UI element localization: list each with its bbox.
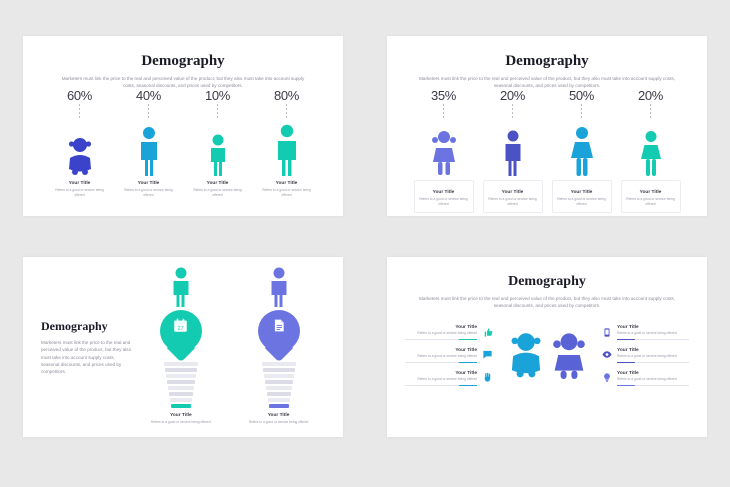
slide1-columns (23, 88, 343, 198)
card-title: Your Title (267, 413, 290, 418)
stat-column[interactable] (121, 88, 177, 198)
percent-value: 10% (204, 88, 231, 103)
page-title: Demography (41, 319, 108, 333)
percent-value: 40% (135, 88, 162, 103)
list-item[interactable] (601, 371, 689, 386)
card-subtitle: Refers to a good or service being offered (557, 197, 606, 206)
page-subtitle: Marketers must link the price to the real and perceived value of the product, but they also must take into account supply costs, seasonal discounts, and prices used by competitors. (61, 76, 305, 88)
figure-baby (63, 120, 97, 176)
percent-value: 50% (568, 88, 595, 103)
man-icon (137, 126, 161, 176)
info-card[interactable] (414, 180, 474, 213)
eye-icon (601, 348, 613, 362)
page-title: Demography (508, 274, 586, 289)
stat-column[interactable] (484, 88, 542, 213)
page-title: Demography (141, 53, 225, 69)
girl-icon (430, 128, 458, 176)
connector-line (217, 104, 218, 118)
man-icon (268, 267, 290, 307)
card-subtitle: Refers to a good or service being offered (617, 353, 677, 358)
connector-line (443, 104, 444, 118)
pin-columns (151, 267, 308, 425)
card-subtitle: Refers to a good or service being offered (248, 420, 309, 424)
figure-girl (430, 120, 458, 176)
svg-text:27: 27 (177, 325, 184, 332)
stat-column[interactable] (259, 88, 315, 198)
card-subtitle: Refers to a good or service being offered (193, 188, 242, 197)
slide2-columns (387, 88, 707, 213)
card-title: Your Title (455, 347, 477, 353)
figure-woman (569, 120, 595, 176)
page-body-text: Marketers must link the price to the real and perceived value of the product, but they also must take into account supply costs, seasonal discounts, and prices used by competitors. (41, 340, 132, 375)
left-items (405, 325, 493, 386)
stat-column[interactable] (52, 88, 108, 198)
percent-value: 60% (66, 88, 93, 103)
chat-icon (481, 348, 493, 362)
card-title: Your Title (137, 181, 160, 186)
info-card[interactable] (621, 180, 681, 213)
bulb-icon (601, 371, 613, 385)
list-item[interactable] (405, 371, 493, 386)
info-card[interactable] (552, 180, 612, 213)
card-title: Your Title (501, 190, 524, 195)
percent-value: 20% (637, 88, 664, 103)
card-subtitle: Refers to a good or service being offered (488, 197, 537, 206)
card-title: Your Title (570, 190, 593, 195)
card-subtitle: Refers to a good or service being offered (419, 197, 468, 206)
child-icon (207, 134, 229, 176)
connector-line (512, 104, 513, 118)
figure-man (137, 120, 161, 176)
center-figures (499, 325, 595, 386)
page-title: Demography (505, 53, 589, 69)
percent-value: 80% (273, 88, 300, 103)
woman-icon (639, 130, 663, 176)
card-title: Your Title (617, 370, 639, 376)
woman-icon (569, 126, 595, 176)
card-subtitle: Refers to a good or service being offered (417, 376, 477, 381)
card-subtitle: Refers to a good or service being offered (617, 331, 677, 335)
card-subtitle: Refers to a good or service being offered (151, 420, 211, 424)
card-title: Your Title (206, 181, 229, 186)
slide-3[interactable] (23, 257, 343, 437)
baby-icon (63, 136, 97, 176)
connector-line (650, 104, 651, 118)
page-subtitle: Marketers must link the price to the real and perceived value of the product, but they also must take into account supply costs, seasonal discounts, and prices used by competitors. (419, 296, 675, 308)
slide-2[interactable] (387, 36, 707, 216)
thumbs-up-icon (481, 325, 493, 339)
card-subtitle: Refers to a good or service being offered (124, 188, 173, 197)
pin-column[interactable] (151, 267, 211, 425)
map-pin[interactable] (160, 310, 202, 360)
info-card[interactable] (483, 180, 543, 213)
card-title: Your Title (639, 190, 662, 195)
card-title: Your Title (455, 325, 477, 330)
man-icon (502, 130, 524, 176)
connector-line (148, 104, 149, 118)
man-icon (170, 267, 192, 307)
stat-column[interactable] (415, 88, 473, 213)
man-icon (274, 124, 300, 176)
mobile-icon (601, 325, 613, 339)
hand-icon (481, 371, 493, 385)
card-title: Your Title (170, 413, 192, 418)
card-subtitle: Refers to a good or service being offered (417, 353, 477, 358)
stat-column[interactable] (622, 88, 680, 213)
baby-icon (506, 331, 546, 379)
slide4-body (387, 325, 707, 386)
slide-1[interactable] (23, 36, 343, 216)
calendar-icon (160, 318, 202, 336)
bar-stack (164, 362, 198, 408)
stat-column[interactable] (190, 88, 246, 198)
girl-icon (550, 331, 588, 379)
right-items (601, 325, 689, 386)
stat-column[interactable] (553, 88, 611, 213)
list-item[interactable] (405, 348, 493, 363)
list-item[interactable] (601, 348, 689, 363)
map-pin[interactable] (258, 310, 300, 360)
card-subtitle: Refers to a good or service being offered (262, 188, 311, 197)
pin-column[interactable] (249, 267, 309, 425)
figure-man (274, 120, 300, 176)
connector-line (581, 104, 582, 118)
list-item[interactable] (601, 325, 689, 340)
document-icon (258, 318, 300, 336)
page-subtitle: Marketers must link the price to the real and perceived value of the product, but they also must take into account supply costs, seasonal discounts, and prices used by competitors. (419, 76, 675, 88)
card-title: Your Title (455, 370, 477, 376)
card-subtitle: Refers to a good or service being offered (417, 331, 477, 335)
card-subtitle: Refers to a good or service being offered (55, 188, 104, 197)
list-item[interactable] (405, 325, 493, 340)
card-title: Your Title (275, 181, 298, 186)
card-title: Your Title (617, 325, 639, 330)
bar-stack (262, 362, 296, 408)
figure-child (207, 120, 229, 176)
card-title: Your Title (617, 347, 639, 353)
percent-value: 20% (499, 88, 526, 103)
slide-4[interactable] (387, 257, 707, 437)
card-title: Your Title (432, 190, 455, 195)
percent-value: 35% (430, 88, 457, 103)
figure-woman (639, 120, 663, 176)
card-subtitle: Refers to a good or service being offered (626, 197, 675, 206)
card-title: Your Title (68, 181, 91, 186)
connector-line (286, 104, 287, 118)
card-subtitle: Refers to a good or service being offered (617, 376, 677, 381)
figure-man (502, 120, 524, 176)
connector-line (79, 104, 80, 118)
